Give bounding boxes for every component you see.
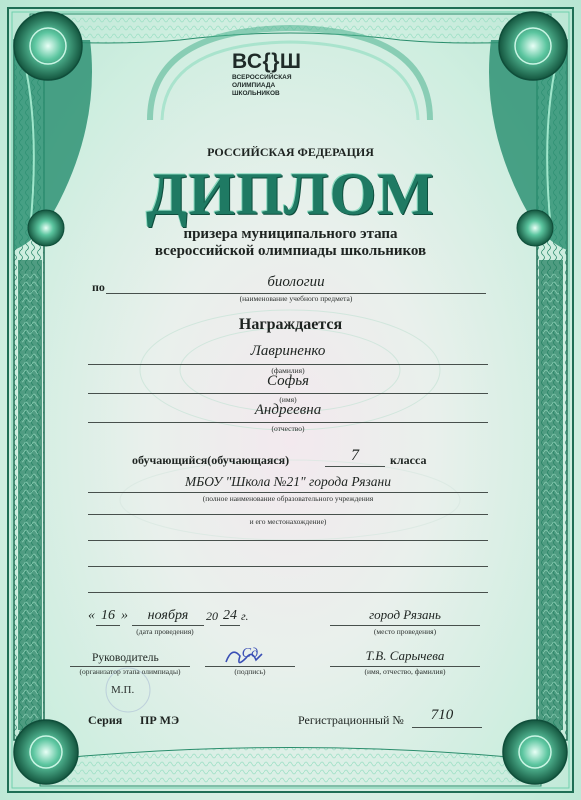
date-close-quote: » [121,608,128,623]
grade-prefix: обучающийся(обучающаяся) [132,453,290,467]
grade-underline [325,466,385,467]
subject-value: биологии [267,274,325,290]
date-caption: (дата проведения) [136,627,194,636]
school-underline [88,492,488,493]
school-caption-2: и его местонахождение) [249,517,327,526]
date-year-prefix: 20 [206,609,218,623]
logo-line-2: ОЛИМПИАДА [232,82,276,89]
head-label: Руководитель [92,652,159,664]
school-underline-3 [88,540,488,541]
name-underline [88,393,488,394]
signature-caption: (подпись) [234,667,266,676]
school-underline-5 [88,592,488,593]
name-value: Софья [266,373,310,389]
place-value: город Рязань [369,607,441,622]
subject-caption: (наименование учебного предмета) [239,294,353,303]
surname-underline [88,364,488,365]
logo-mark: ВС{}Ш [232,50,302,73]
head-fio: Т.В. Сарычева [365,648,445,663]
grade-value: 7 [351,447,359,464]
subject-prefix: по [92,280,105,294]
logo-line-1: ВСЕРОССИЙСКАЯ [232,74,292,81]
place-caption: (место проведения) [373,627,437,636]
awarded-label: Награждается [238,316,343,333]
date-year-abbr: г. [241,609,249,623]
logo-line-3: ШКОЛЬНИКОВ [232,90,280,97]
date-year-suffix: 24 [223,608,237,623]
name-caption: (имя) [279,395,297,404]
date-day: 16 [101,608,115,623]
surname-value: Лавриненко [250,343,326,359]
subtitle-line-2: всероссийской олимпиады школьников [154,243,427,259]
grade-suffix: класса [390,453,427,467]
school-underline-2 [88,514,488,515]
surname-caption: (фамилия) [271,366,305,375]
signature-mark: Сд [241,646,259,661]
registration-value: 710 [430,707,454,723]
place-underline [330,625,480,626]
registration-label: Регистрационный № [298,713,404,727]
document-title: ДИПЛОМ [146,161,435,227]
patronymic-caption: (отчество) [271,424,305,433]
date-year-underline [220,625,240,626]
date-open-quote: « [88,608,95,623]
date-day-underline [96,625,120,626]
patronymic-value: Андреевна [254,402,322,418]
school-caption-1: (полное наименование образовательного учреждения [202,494,374,503]
date-month-underline [132,625,204,626]
registration-underline [412,727,482,728]
subtitle-line-1: призера муниципального этапа [183,226,398,242]
head-fio-caption: (имя, отчество, фамилия) [364,667,446,676]
date-month: ноября [147,608,189,623]
head-label-caption: (организатор этапа олимпиады) [79,667,181,676]
school-value: МБОУ "Школа №21" города Рязани [185,474,391,489]
stamp-label: М.П. [111,684,135,696]
series-value: ПР МЭ [140,713,180,727]
school-underline-4 [88,566,488,567]
series-label: Серия [88,713,123,727]
country-heading: РОССИЙСКАЯ ФЕДЕРАЦИЯ [207,145,374,159]
patronymic-underline [88,422,488,423]
olympiad-logo [232,50,352,104]
